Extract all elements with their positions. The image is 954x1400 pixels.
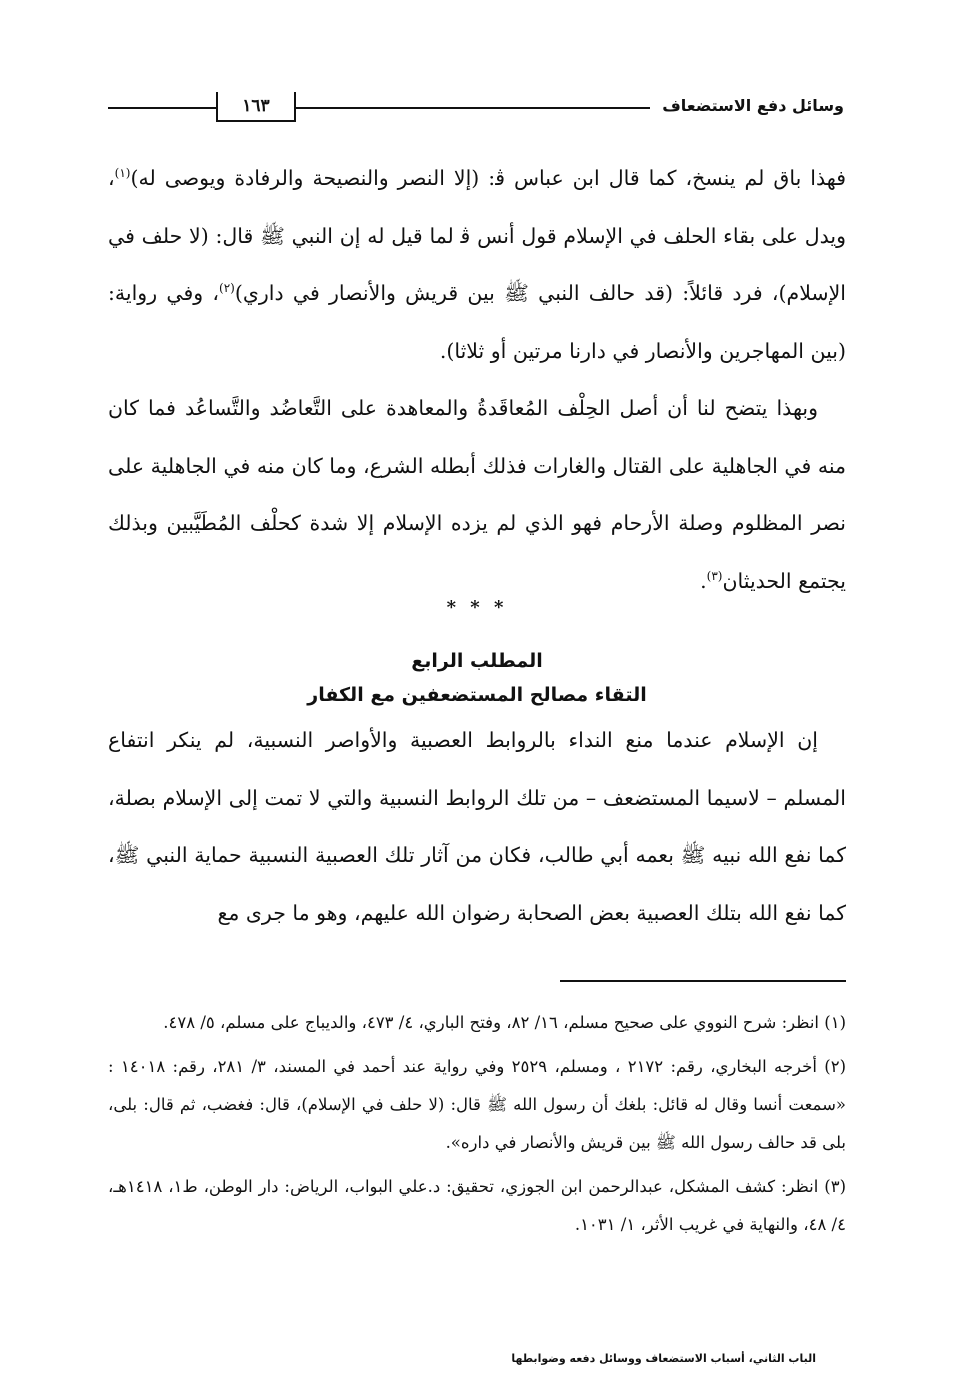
paragraph-1-end: ، وفي رواية: (بين المهاجرين والأنصار في دارنا مرتين أو ثلاثا). <box>108 281 846 363</box>
running-header-title: وسائل دفع الاستضعاف <box>662 96 844 115</box>
paragraph-2-end: . <box>700 568 707 593</box>
paragraph-1 <box>108 150 846 380</box>
paragraph-3: إن الإسلام عندما منع النداء بالروابط العصبية والأواصر النسبية، لم ينكر انتفاع المسلم – لاسيما المستضعف – من تلك الروابط النسبية والتي لا تمت إلى الإسلام بصلة، كما نفع الله نبيه ﷺ بعمه أبي طالب، فكان من آثار تلك العصبية النسبية حماية النبي ﷺ، كما نفع الله بتلك العصبية بعض الصحابة رضوان الله عليهم، وهو ما جرى مع <box>108 728 846 925</box>
footnote-ref-1: (١) <box>114 166 131 181</box>
page-number: ١٦٣ <box>242 96 270 116</box>
footnote-separator-rule <box>560 980 846 982</box>
section-title: التقاء مصالح المستضعفين مع الكفار <box>307 684 647 706</box>
footnotes <box>108 1004 846 1250</box>
section-number: المطلب الرابع <box>411 650 543 672</box>
paragraph-2 <box>108 380 846 610</box>
footnote-ref-3: (٣) <box>706 568 723 583</box>
running-footer: الباب الثاني، أسباب الاستضعاف ووسائل دفعه وضوابطها <box>511 1352 816 1365</box>
footnote-2: (٢) أخرجه البخاري، رقم: ٢١٧٢ ، ومسلم، ٢٥٢٩ وفي رواية عند أحمد في المسند، ٣/ ٢٨١، رقم: ١٤٠١٨ : «سمعت أنسا وقال له قائل: بلغك أن رسول الله ﷺ قال: (لا حلف في الإسلام)، قال: فغضب، ثم قال: بلى، بلى قد حالف رسول الله ﷺ بين قريش والأنصار في داره». <box>108 1057 846 1152</box>
paragraph-1-continued: ، ويدل على بقاء الحلف في الإسلام قول أنس ﭬ لما قيل له إن النبي ﷺ قال: (لا حلف في الإسلام)، فرد قائلاً: (قد حالف النبي ﷺ بين قريش والأنصار في داري) <box>108 166 846 305</box>
paragraph-1-text: فهذا باق لم ينسخ، كما قال ابن عباس ﭬ: (إلا النصر والنصيحة والرفادة ويوصى له) <box>130 166 846 190</box>
main-text-bottom <box>108 712 846 942</box>
footnote-3: (٣) انظر: كشف المشكل، عبدالرحمن ابن الجوزي، تحقيق: د.علي البواب، الرياض: دار الوطن، ط١، ١٤١٨هـ، ٤/ ٤٨، والنهاية في غريب الأثر، ١/ ١٠٣١. <box>108 1177 846 1234</box>
header-rule-right <box>296 107 650 109</box>
main-text-top <box>108 150 846 610</box>
section-separator: * * * <box>446 597 508 618</box>
header-rule-left <box>108 107 216 109</box>
footnote-ref-2: (٢) <box>219 281 235 296</box>
footnote-1: (١) انظر: شرح النووي على صحيح مسلم، ١٦/ ٨٢، وفتح الباري، ٤/ ٤٧٣، والديباج على مسلم، ٥/ ٤٧٨. <box>163 1013 846 1032</box>
paragraph-2-text: وبهذا يتضح لنا أن أصل الحِلْف المُعاقَدةُ والمعاهدة على التَّعاضُد والتَّساعُد فما كان منه في الجاهلية على القتال والغارات فذلك أبطله الشرع، وما كان منه في الجاهلية على نصر المظلوم وصلة الأرحام فهو الذي لم يزده الإسلام إلا شدة كحلْف المُطَيَّبين وبذلك يجتمع الحديثان <box>108 396 846 593</box>
page-number-box <box>216 92 296 122</box>
